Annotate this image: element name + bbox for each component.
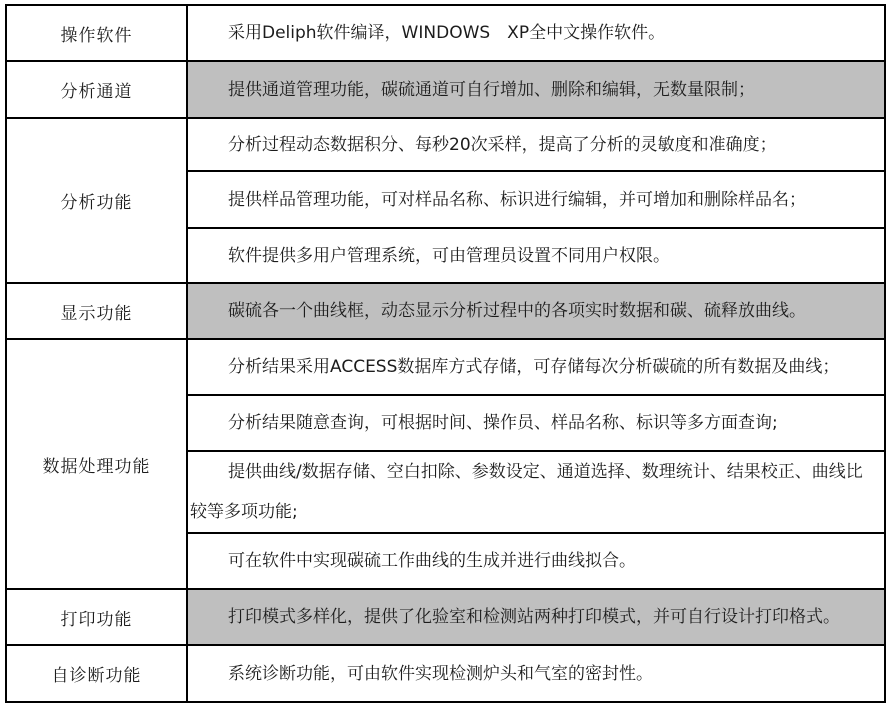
feature-desc: 软件提供多用户管理系统，可由管理员设置不同用户权限。: [187, 228, 885, 283]
feature-row: [6, 339, 885, 395]
feature-label: 分析通道: [6, 61, 187, 118]
feature-desc: 提供曲线/数据存储、空白扣除、参数设定、通道选择、数理统计、结果校正、曲线比较等多项功能;: [187, 451, 885, 533]
feature-desc: 系统诊断功能，可由软件实现检测炉头和气室的密封性。: [187, 645, 885, 702]
feature-label: 显示功能: [6, 283, 187, 339]
feature-desc: 提供样品管理功能，可对样品名称、标识进行编辑，并可增加和删除样品名；: [187, 171, 885, 228]
feature-desc-highlight: 碳硫各一个曲线框，动态显示分析过程中的各项实时数据和碳、硫释放曲线。: [187, 283, 885, 339]
feature-label: 操作软件: [6, 5, 187, 61]
feature-desc: 采用Deliph软件编译，WINDOWS XP全中文操作软件。: [187, 5, 885, 61]
feature-row: [6, 645, 885, 702]
feature-desc-highlight: 打印模式多样化，提供了化验室和检测站两种打印模式，并可自行设计打印格式。: [187, 589, 885, 645]
feature-row: [6, 283, 885, 339]
feature-desc: 分析结果随意查询，可根据时间、操作员、样品名称、标识等多方面查询;: [187, 395, 885, 451]
feature-desc: 分析过程动态数据积分、每秒20次采样，提高了分析的灵敏度和准确度；: [187, 118, 885, 171]
feature-row: [6, 5, 885, 61]
feature-label: 数据处理功能: [6, 339, 187, 589]
feature-desc: 可在软件中实现碳硫工作曲线的生成并进行曲线拟合。: [187, 533, 885, 589]
feature-row: [6, 61, 885, 118]
spec-table: [5, 4, 886, 703]
feature-desc-highlight: 提供通道管理功能，碳硫通道可自行增加、删除和编辑，无数量限制；: [187, 61, 885, 118]
feature-row: [6, 118, 885, 171]
feature-desc: 分析结果采用ACCESS数据库方式存储，可存储每次分析碳硫的所有数据及曲线；: [187, 339, 885, 395]
feature-label: 分析功能: [6, 118, 187, 283]
feature-row: [6, 589, 885, 645]
feature-label: 自诊断功能: [6, 645, 187, 702]
feature-label: 打印功能: [6, 589, 187, 645]
